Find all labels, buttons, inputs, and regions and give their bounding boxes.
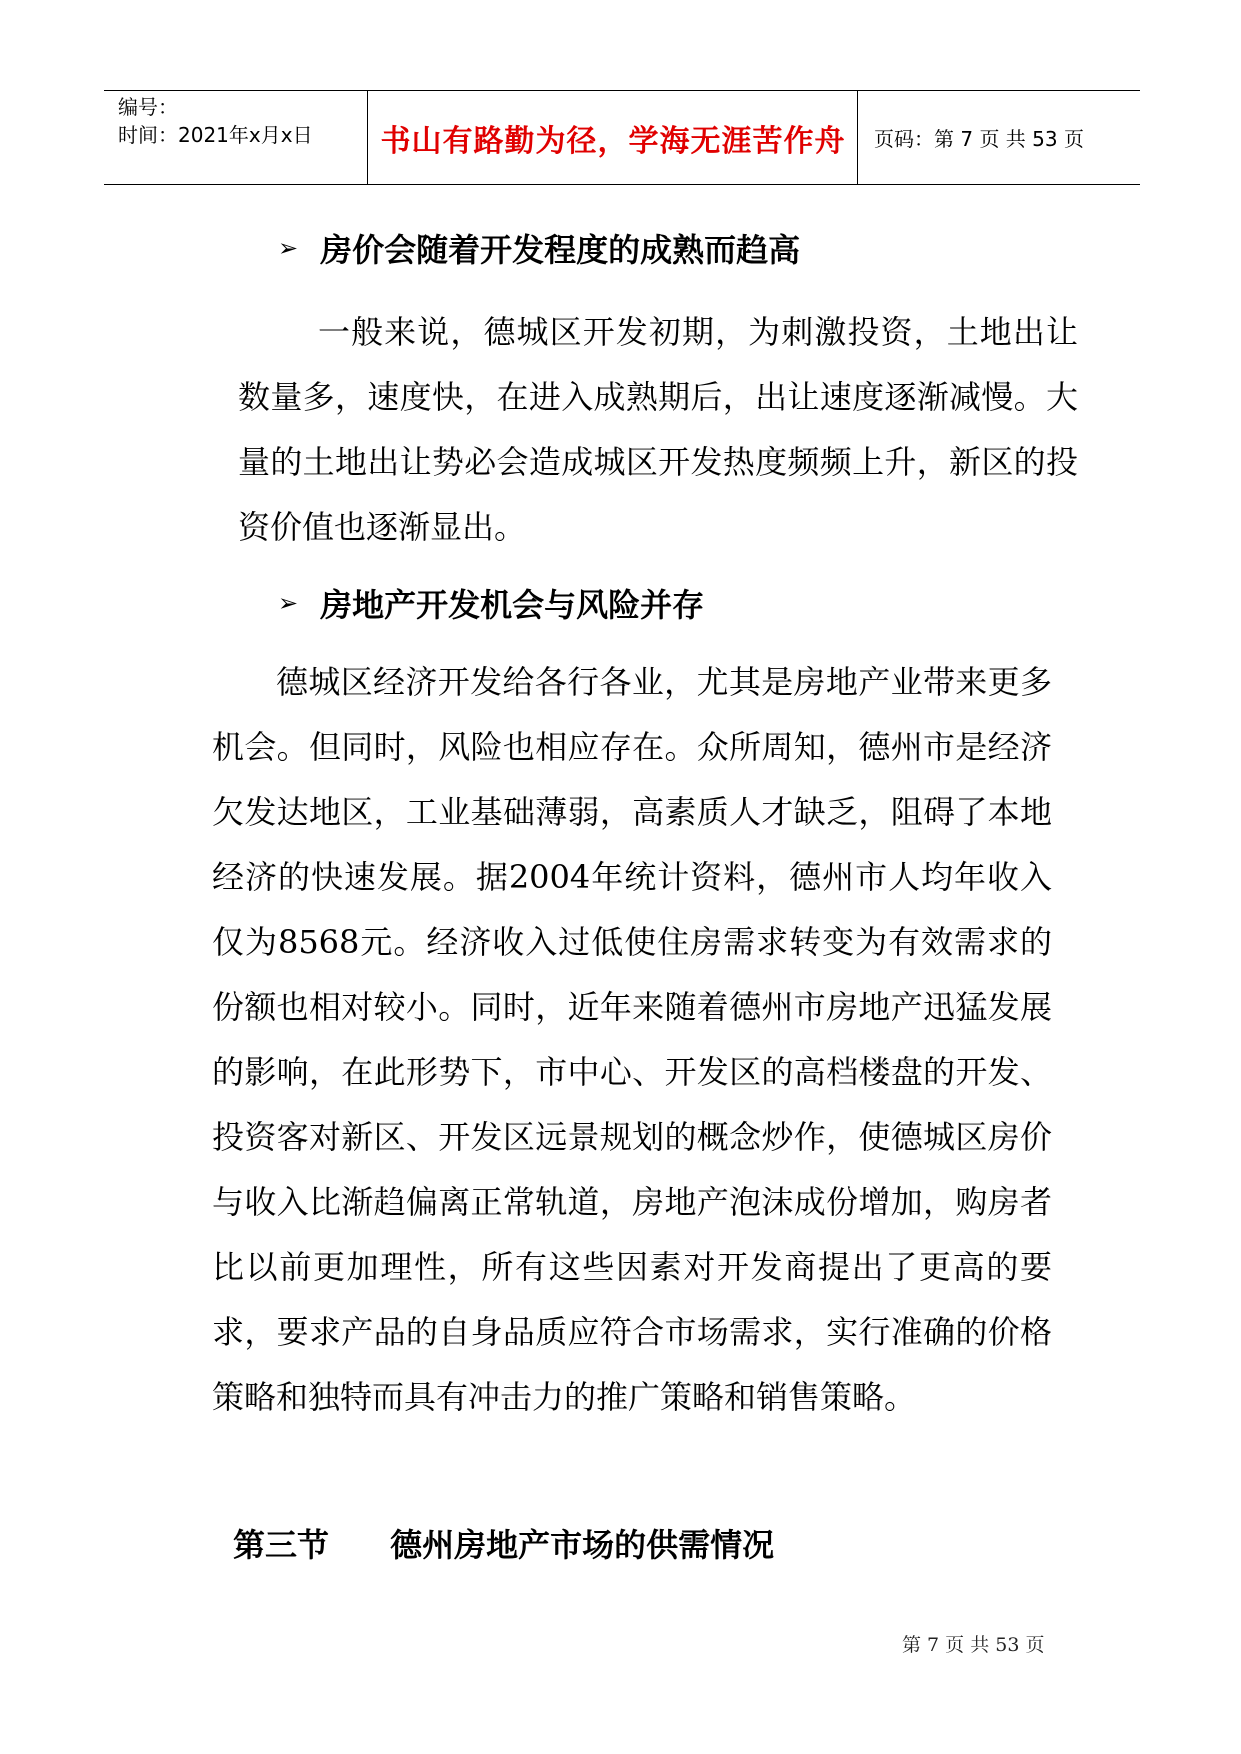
heading-text: 房地产开发机会与风险并存: [320, 586, 705, 624]
header-divider: [367, 91, 368, 184]
header-motto: 书山有路勤为径，学海无涯苦作舟: [380, 123, 846, 159]
header-divider: [857, 91, 858, 184]
header-page-code: 页码：第 7 页 共 53 页: [874, 127, 1084, 151]
paragraph-text: 德城区经济开发给各行各业，尤其是房地产业带来更多机会。但同时，风险也相应存在。众所周知，德州市是经济欠发达地区，工业基础薄弱，高素质人才缺乏，阻碍了本地经济的快速发展。据2004年统计资料，德州市人均年收入仅为8568元。经济收入过低使住房需求转变为有效需求的份额也相对较小。同时，近年来随着德州市房地产迅猛发展的影响，在此形势下，市中心、开发区的高档楼盘的开发、投资客对新区、开发区远景规划的概念炒作，使德城区房价与收入比渐趋偏离正常轨道，房地产泡沫成份增加，购房者比以前更加理性，所有这些因素对开发商提出了更高的要求，要求产品的自身品质应符合市场需求，实行准确的价格策略和独特而具有冲击力的推广策略和销售策略。: [212, 663, 1052, 1416]
section-title-text: 德州房地产市场的供需情况: [390, 1526, 775, 1564]
section-title: [233, 1520, 774, 1566]
paragraph: [238, 300, 1078, 560]
page-header: [104, 90, 1140, 185]
section-heading: [278, 225, 800, 271]
number-label: 编号：: [118, 95, 178, 119]
section-number: 第三节: [233, 1526, 330, 1564]
paragraph-text: 一般来说，德城区开发初期，为刺激投资，土地出让数量多，速度快，在进入成熟期后，出让速度逐渐减慢。大量的土地出让势必会造成城区开发热度频频上升，新区的投资价值也逐渐显出。: [238, 313, 1078, 546]
section-heading: [278, 580, 704, 626]
arrow-bullet-icon: ➢: [278, 589, 299, 617]
time-label: 时间：2021年x月x日: [118, 123, 313, 147]
header-meta: [118, 93, 363, 149]
paragraph: [212, 650, 1052, 1430]
arrow-bullet-icon: ➢: [278, 234, 299, 262]
page-footer: 第 7 页 共 53 页: [902, 1634, 1045, 1656]
heading-text: 房价会随着开发程度的成熟而趋高: [320, 231, 801, 269]
